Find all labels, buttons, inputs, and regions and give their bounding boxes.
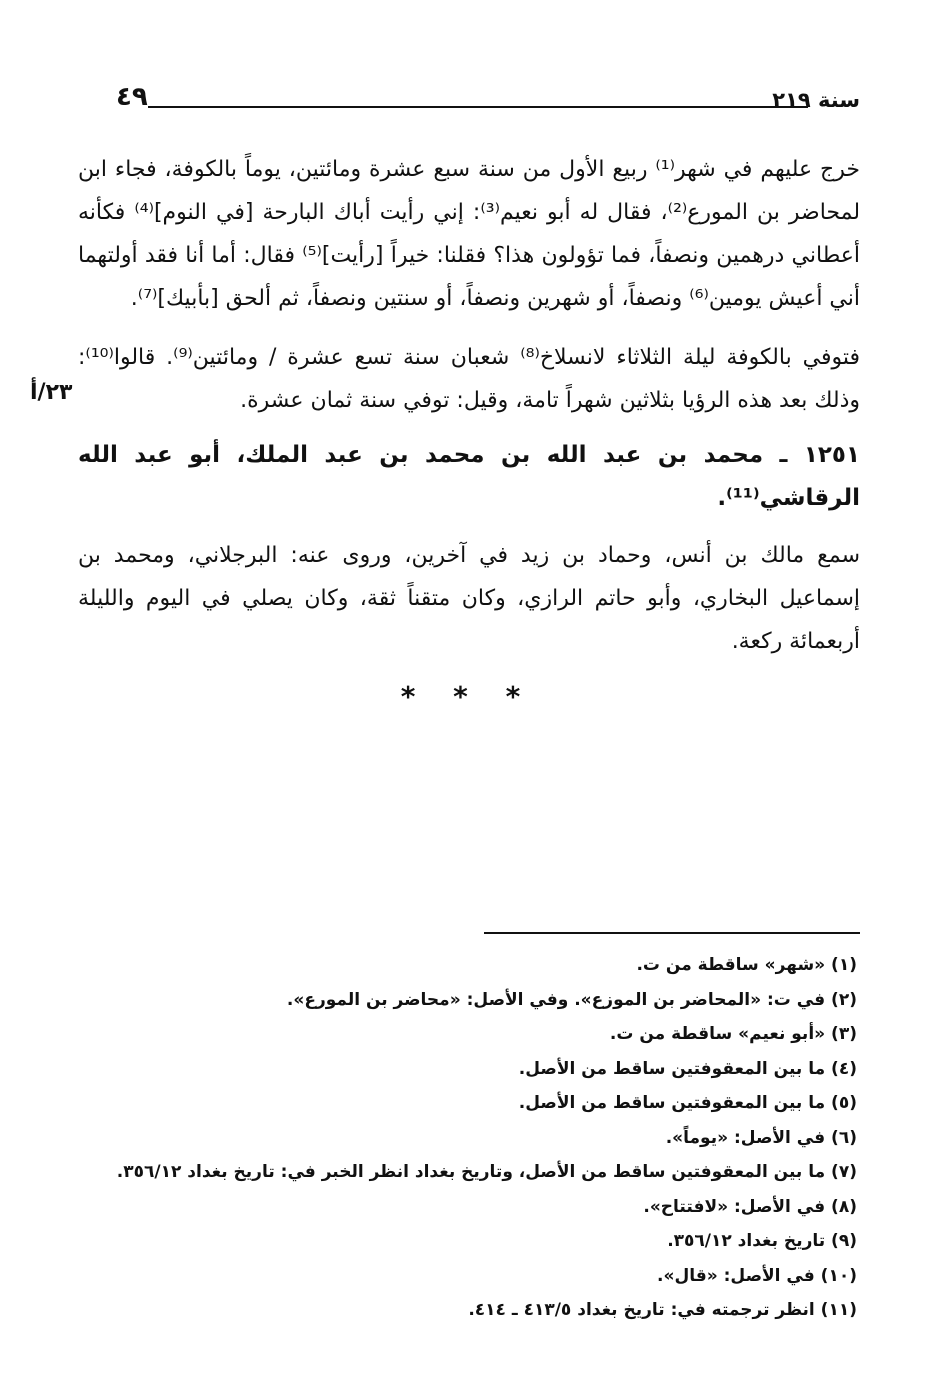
main-text <box>78 148 860 663</box>
footnote-6: (٦) في الأصل: «يوماً». <box>665 1127 857 1148</box>
footnotes <box>116 948 857 1328</box>
header-rule <box>148 106 808 108</box>
section-divider-stars: * * * <box>400 680 535 713</box>
footnote-8: (٨) في الأصل: «لافتتاح». <box>643 1196 857 1217</box>
footnote-rule <box>484 932 860 934</box>
footnote-9: (٩) تاريخ بغداد ٣٥٦/١٢. <box>667 1231 857 1251</box>
footnote-1: (١) «شهر» ساقطة من ت. <box>636 955 857 975</box>
paragraph-3: سمع مالك بن أنس، وحماد بن زيد في آخرين، وروى عنه: البرجلاني، ومحمد بن إسماعيل البخاري، وأبو حاتم الرازي، وكان متقناً ثقة، وكان يصلي في اليوم والليلة أربعمائة ركعة. <box>78 543 860 654</box>
footnote-4: (٤) ما بين المعقوفتين ساقط من الأصل. <box>518 1058 857 1079</box>
running-title: سنة ٢١٩ <box>772 88 860 112</box>
footnote-5: (٥) ما بين المعقوفتين ساقط من الأصل. <box>518 1093 857 1113</box>
footnote-10: (١٠) في الأصل: «قال». <box>657 1265 857 1286</box>
paragraph-1: خرج عليهم في شهر⁽¹⁾ ربيع الأول من سنة سبع عشرة ومائتين، يوماً بالكوفة، فجاء ابن لمحاضر بن المورع⁽²⁾، فقال له أبو نعيم⁽³⁾: إني رأيت أباك البارحة [في النوم]⁽⁴⁾ فكأنه أعطاني درهمين ونصفاً، فما تؤولون هذا؟ فقلنا: خيراً [رأيت]⁽⁵⁾ فقال: أما أنا فقد أولتهما أني أعيش يومين⁽⁶⁾ ونصفاً، أو شهرين ونصفاً، أو سنتين ونصفاً، ثم ألحق [بأبيك]⁽⁷⁾. <box>78 157 861 311</box>
entry-title: ١٢٥١ ـ محمد بن عبد الله بن محمد بن عبد الملك، أبو عبد الله الرقاشي⁽¹¹⁾. <box>78 442 860 511</box>
page-number: ٤٩ <box>116 82 148 112</box>
footnote-11: (١١) انظر ترجمته في: تاريخ بغداد ٤١٣/٥ ـ ٤١٤. <box>468 1300 857 1320</box>
paragraph-2: فتوفي بالكوفة ليلة الثلاثاء لانسلاخ⁽⁸⁾ شعبان سنة تسع عشرة / ومائتين⁽⁹⁾. قالوا⁽¹⁰⁾: وذلك بعد هذه الرؤيا بثلاثين شهراً تامة، وقيل: توفي سنة ثمان عشرة. <box>78 345 860 413</box>
footnote-2: (٢) في ت: «المحاضر بن الموزع». وفي الأصل: «محاضر بن المورع». <box>286 989 857 1010</box>
folio-marginal-note: ٢٣/أ <box>30 380 73 405</box>
footnote-7: (٧) ما بين المعقوفتين ساقط من الأصل، وتاريخ بغداد انظر الخبر في: تاريخ بغداد ٣٥٦/١٢. <box>116 1162 857 1182</box>
footnote-3: (٣) «أبو نعيم» ساقطة من ت. <box>609 1024 857 1044</box>
